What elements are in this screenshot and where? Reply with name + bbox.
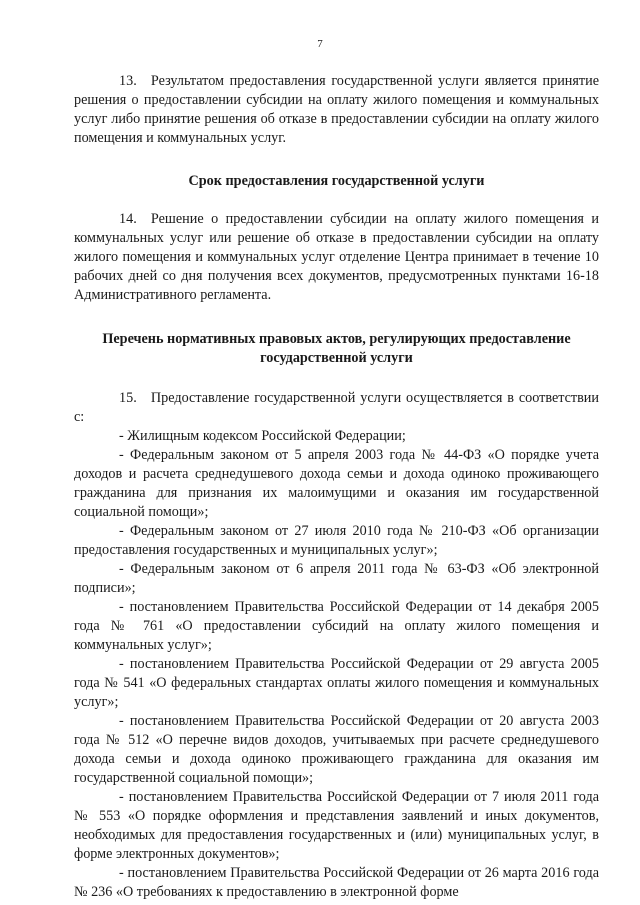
list-item: - постановлением Правительства Российской Федерации от 26 марта 2016 года № 236 «О требованиях к предоставлению в электронной форме [74, 865, 599, 900]
list-item: - постановлением Правительства Российской Федерации от 20 августа 2003 года № 512 «О перечне видов доходов, учитываемых при расчете среднедушевого дохода семьи и дохода одиноко проживающего гражданина для оказания им государственной социальной помощи»; [74, 713, 599, 786]
list-item: - Федеральным законом от 27 июля 2010 года № 210-ФЗ «Об организации предоставления государственных и муниципальных услуг»; [74, 523, 599, 558]
page-number: 7 [317, 38, 323, 50]
list-item: - постановлением Правительства Российской Федерации от 14 декабря 2005 года № 761 «О предоставлении субсидий на оплату жилого помещения и коммунальных услуг»; [74, 599, 599, 653]
list-item: - Федеральным законом от 6 апреля 2011 года № 63-ФЗ «Об электронной подписи»; [74, 561, 599, 596]
document-body [74, 72, 599, 902]
paragraph-15: 15. Предоставление государственной услуги осуществляется в соответствии с: [74, 390, 599, 425]
list-item: - постановлением Правительства Российской Федерации от 29 августа 2005 года № 541 «О федеральных стандартах оплаты жилого помещения и коммунальных услуг»; [74, 656, 599, 710]
list-item: - Жилищным кодексом Российской Федерации; [119, 428, 406, 444]
section-heading-srok: Срок предоставления государственной услуги [188, 173, 485, 189]
paragraph-14: 14. Решение о предоставлении субсидии на оплату жилого помещения и коммунальных услуг или решение об отказе в предоставлении субсидии на оплату жилого помещения и коммунальных услуг отделение Центра принимает в течение 10 рабочих дней со дня получения всех документов, предусмотренных пунктами 16-18 Административного регламента. [74, 211, 599, 303]
list-item: - постановлением Правительства Российской Федерации от 7 июля 2011 года № 553 «О порядке оформления и представления заявлений и иных документов, необходимых для предоставления государственных и (или) муниципальных услуг, в форме электронных документов»; [74, 789, 599, 862]
section-heading-perechen: Перечень нормативных правовых актов, регулирующих предоставление государственной услуги [102, 331, 571, 366]
list-item: - Федеральным законом от 5 апреля 2003 года № 44-ФЗ «О порядке учета доходов и расчета среднедушевого дохода семьи и дохода одиноко проживающего гражданина для признания их малоимущими и оказания им государственной социальной помощи»; [74, 447, 599, 520]
paragraph-13: 13. Результатом предоставления государственной услуги является принятие решения о предоставлении субсидии на оплату жилого помещения и коммунальных услуг либо принятие решения об отказе в предоставлении субсидии на оплату жилого помещения и коммунальных услуг. [74, 73, 599, 146]
